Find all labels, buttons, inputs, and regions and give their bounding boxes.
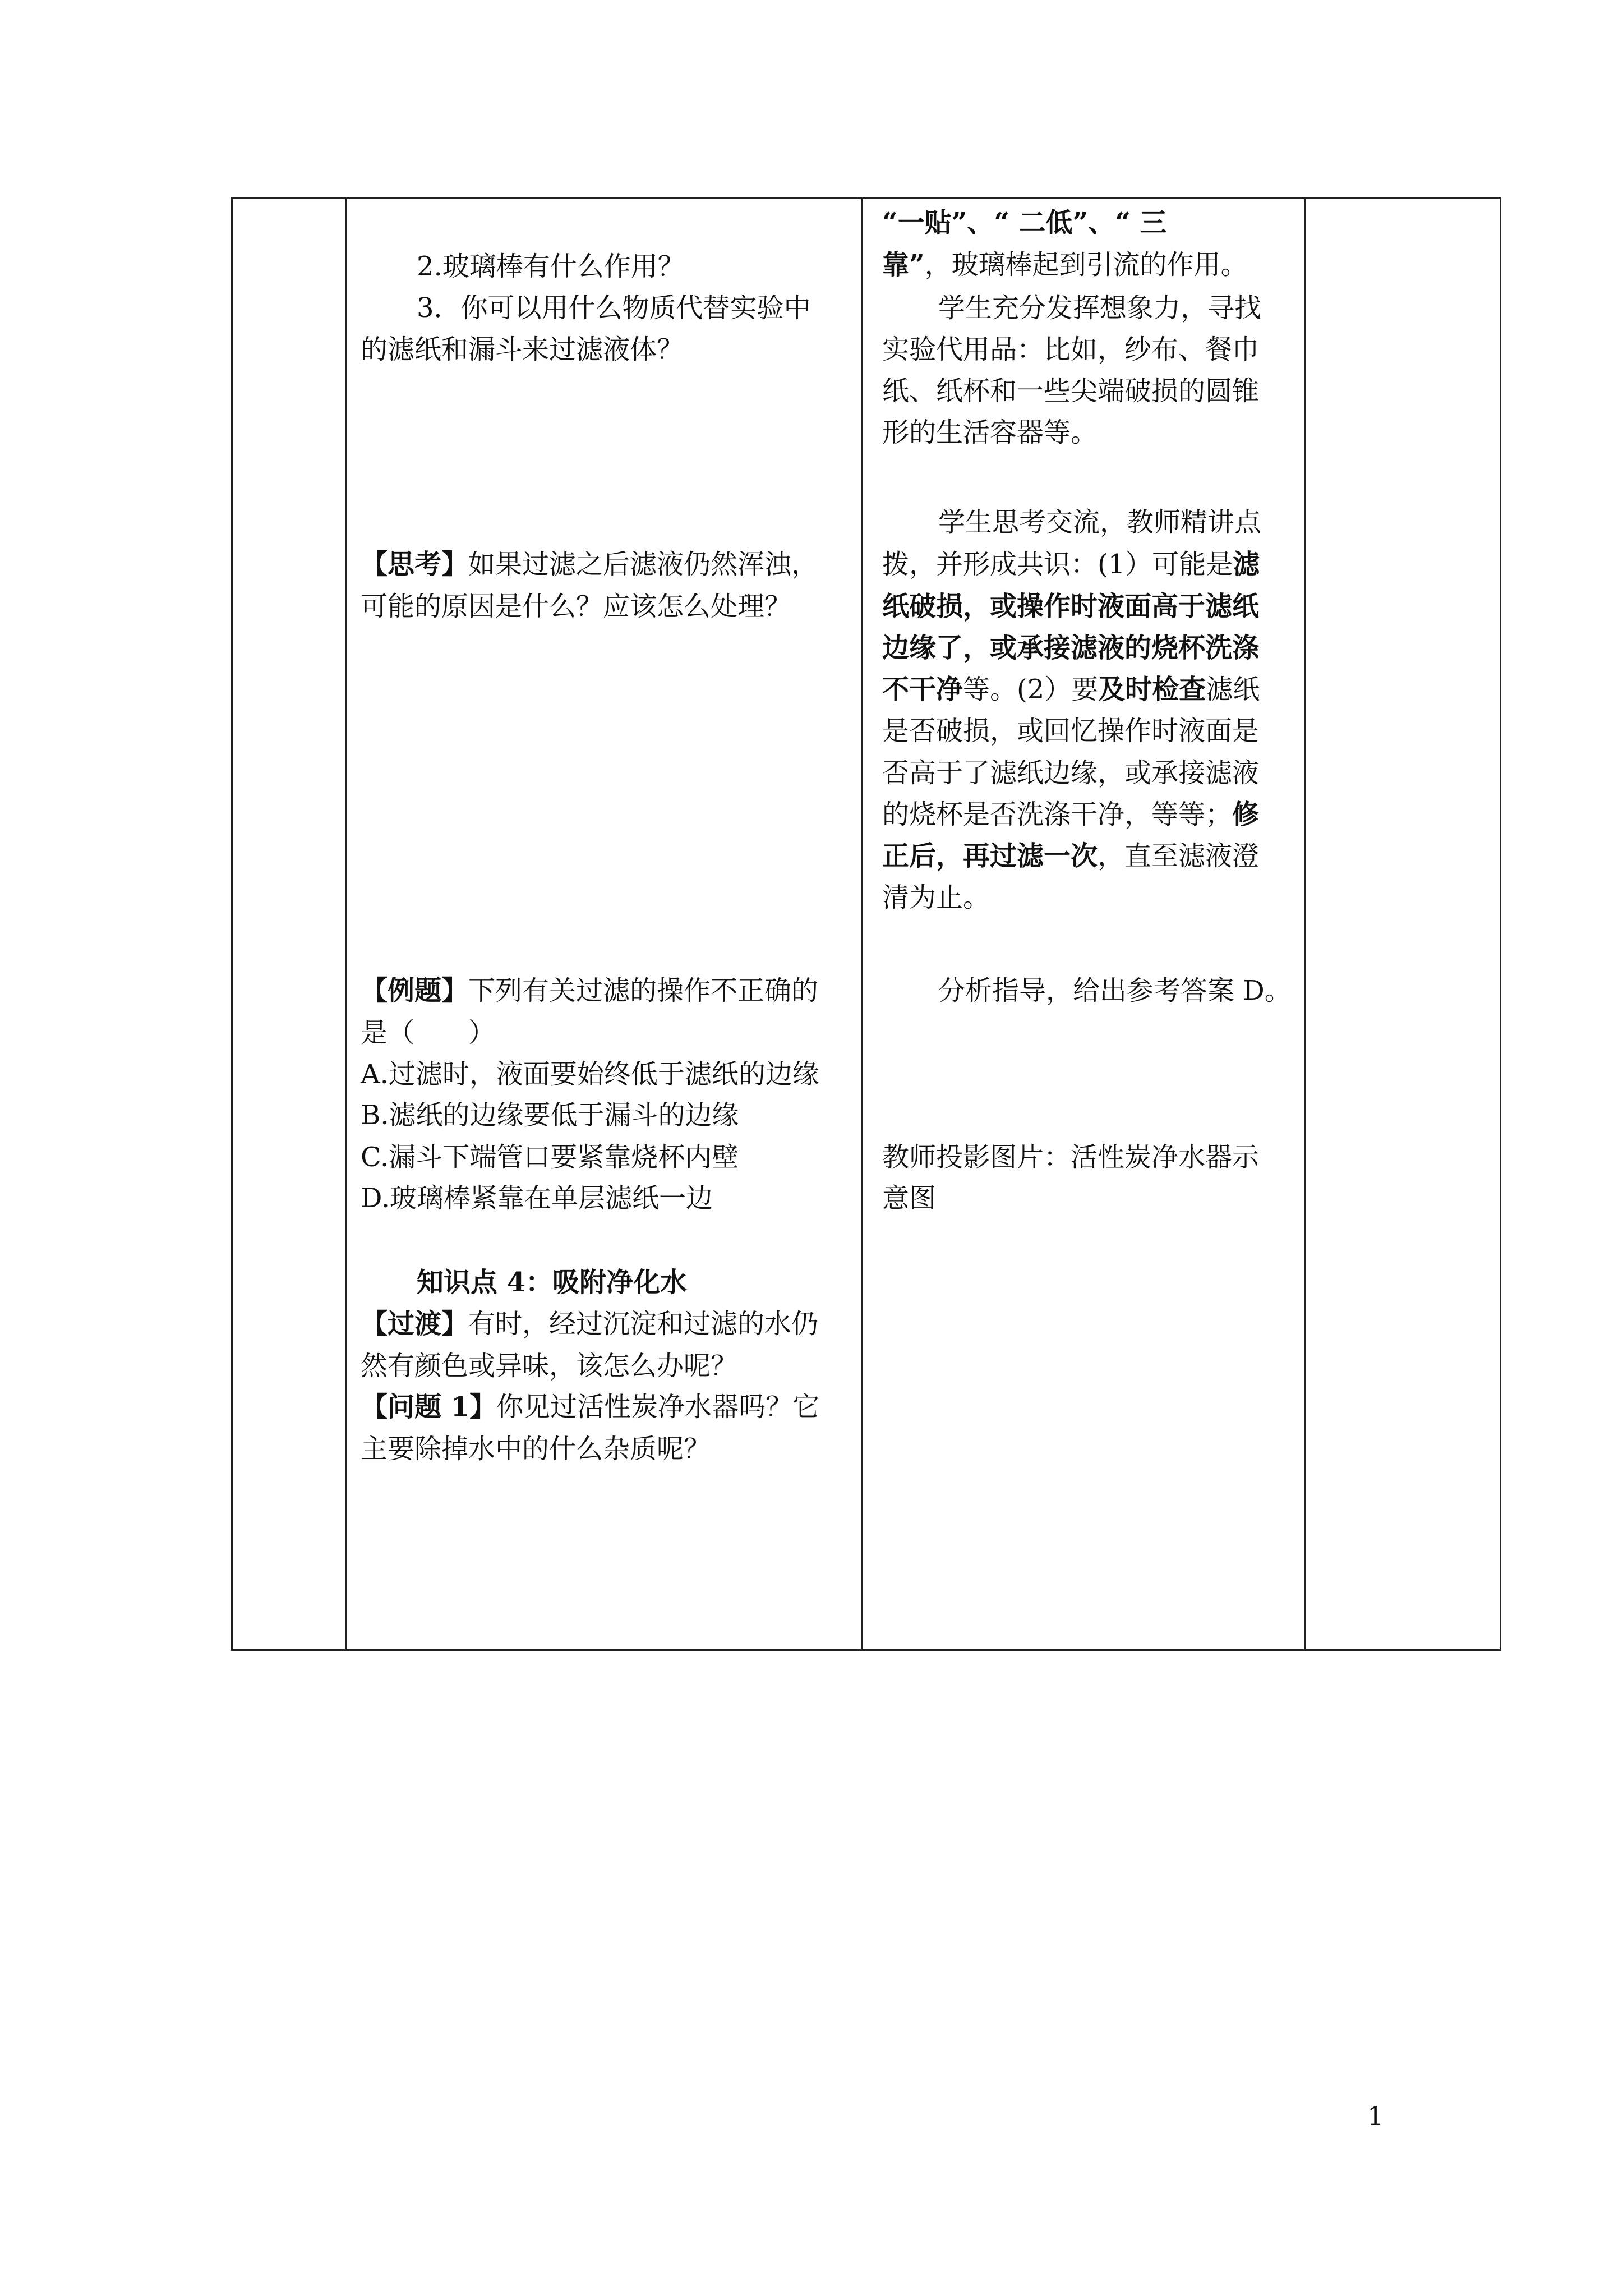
think-answer-line-1: 学生思考交流，教师精讲点 [938, 507, 1262, 538]
think-answer-line-8: 的烧杯是否洗涤干净，等等；修 [882, 799, 1260, 830]
option-a: A.过滤时，液面要始终低于滤纸的边缘 [361, 1059, 819, 1090]
page-number: 1 [1367, 2101, 1384, 2131]
think-answer-line-2: 拨，并形成共识：(1）可能是滤 [882, 549, 1260, 580]
imagine-line-4: 形的生活容器等。 [882, 417, 1098, 448]
question-1-line-1: 【问题 1】你见过活性炭净水器吗？它 [361, 1391, 820, 1423]
think-answer-line-7: 否高于了滤纸边缘，或承接滤液 [882, 757, 1260, 789]
think-label: 【思考】 [361, 549, 469, 580]
think-answer-line-9: 正后，再过滤一次，直至滤液澄 [882, 840, 1260, 872]
option-d: D.玻璃棒紧靠在单层滤纸一边 [361, 1182, 713, 1214]
think-answer-line-10: 清为止。 [882, 882, 990, 913]
transition-line-1: 【过渡】有时，经过沉淀和过滤的水仍 [361, 1308, 819, 1340]
think-answer-line-3: 纸破损，或操作时液面高于滤纸 [882, 591, 1260, 622]
example-label: 【例题】 [361, 975, 469, 1006]
projection-line-1: 教师投影图片：活性炭净水器示 [882, 1142, 1260, 1173]
question-1-line-2: 主要除掉水中的什么杂质呢？ [361, 1433, 711, 1465]
option-c: C.漏斗下端管口要紧靠烧杯内壁 [361, 1142, 739, 1173]
column-divider-3 [1304, 199, 1306, 1649]
projection-line-2: 意图 [882, 1182, 937, 1214]
knowledge-point-4: 知识点 4：吸附净化水 [417, 1267, 688, 1298]
option-b: B.滤纸的边缘要低于漏斗的边缘 [361, 1099, 739, 1131]
question-3-line-1: 3．你可以用什么物质代替实验中 [417, 292, 811, 324]
example-line-2: 是（ ） [361, 1017, 496, 1048]
student-line-1: “一贴”、“ 二低”、“ 三 [882, 207, 1167, 238]
example-line-1: 【例题】下列有关过滤的操作不正确的 [361, 975, 819, 1006]
teacher-activity-cell [345, 199, 861, 1649]
transition-label: 【过渡】 [361, 1308, 469, 1340]
think-answer-line-4: 边缘了，或承接滤液的烧杯洗涤 [882, 632, 1260, 664]
think-answer-line-5: 不干净等。(2）要及时检查滤纸 [882, 674, 1260, 705]
question-2: 2.玻璃棒有什么作用？ [417, 251, 685, 282]
imagine-line-3: 纸、纸杯和一些尖端破损的圆锥 [882, 375, 1260, 407]
imagine-line-1: 学生充分发挥想象力，寻找 [938, 292, 1262, 324]
student-line-2: 靠”，玻璃棒起到引流的作用。 [882, 249, 1248, 280]
analysis-guidance: 分析指导，给出参考答案 D。 [938, 975, 1292, 1006]
transition-line-2: 然有颜色或异味，该怎么办呢？ [361, 1350, 738, 1382]
student-activity-cell [861, 199, 1304, 1649]
imagine-line-2: 实验代用品：比如，纱布、餐巾 [882, 334, 1260, 365]
think-line-1: 【思考】如果过滤之后滤液仍然浑浊， [361, 549, 819, 580]
think-answer-line-6: 是否破损，或回忆操作时液面是 [882, 715, 1260, 747]
question-3-line-2: 的滤纸和漏斗来过滤液体？ [361, 334, 684, 365]
think-line-2: 可能的原因是什么？应该怎么处理？ [361, 591, 792, 622]
lesson-table [231, 197, 1501, 1651]
question-1-label: 【问题 1】 [361, 1391, 497, 1423]
